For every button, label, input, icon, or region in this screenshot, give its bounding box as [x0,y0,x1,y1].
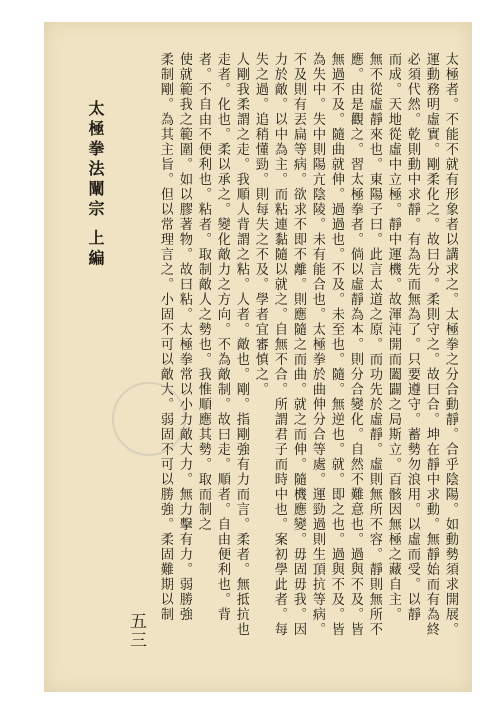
book-page [44,22,472,692]
text-column: 運動務明虛實。剛柔化之。故曰分。柔則守之。故曰合。坤在靜中求動。無靜始而有為終 [424,52,439,637]
text-column: 者。不自由不便利也。粘者。取制敵人之勢也。我惟順應其勢。取而制之 [196,52,211,532]
text-column: 人剛我柔謂之走。我順人背謂之粘。人者。敵也。剛。指剛強有力而言。柔者。無抵抗也 [234,52,249,637]
text-column: 必須代然。乾則動中求靜。有為先而無為了。只要遵守。蓄勢勿浪用。以虛而受。以靜 [405,52,420,622]
text-column: 應。由是觀之。習太極拳者。倘以虛靜為本。則分合變化。自然不難意也。過與不及。皆 [348,52,363,637]
page-number: 五三 [126,612,146,650]
text-column: 使就範我之範圍。如以膠著物。故曰粘。太極拳常以小力敵大力。無力擊有力。弱勝強 [177,52,192,622]
text-column: 失之過。追稍懂勁。則每失之不及。學者宜審慎之。 [253,52,268,397]
text-column: 而成。天地從虛中立極。靜中運機。故渾沌開而闔闢之局斯立。百骸因無極之藏自主。 [386,52,401,622]
text-column: 不及則有丟扁等病。欲求不即不離。則應隨之而曲。就之而伸。隨機應變。毋固毋我。因 [291,52,306,637]
text-column: 無不從虛靜來也。東陽子曰。此言太道之原。而功先於虛靜。虛則無所不容。靜則無所不 [367,52,382,637]
text-column: 走者。化也。柔以承之。變化敵力之方向。不為敵制。故曰走。順者。自由便利也。背 [215,52,230,622]
text-column: 柔制剛。為其主旨。但以常理言之。小固不可以敵大。弱固不可以勝強。柔固難期以制 [158,52,173,622]
faint-library-stamp [112,382,186,456]
running-header-book-title: 太極拳法闡宗 上編 [86,100,105,270]
text-column: 為失中。失中則陽亢陰陵。未有能合也。太極拳於曲伸分合等處。運勁過則生頂抗等病。 [310,52,325,637]
text-column: 力於敵。以中為主。而粘連黏隨以就之。自無不合。所謂君子而時中也。案初學此者。每 [272,52,287,637]
text-column: 無過不及。隨曲就伸。過過也。不及。未至也。隨。無逆也。就。即之也。過與不及。皆 [329,52,344,637]
text-column: 太極者。不能不就有形象者以講求之。太極拳之分合動靜。合乎陰陽。如動勢須求開展。 [443,52,458,637]
